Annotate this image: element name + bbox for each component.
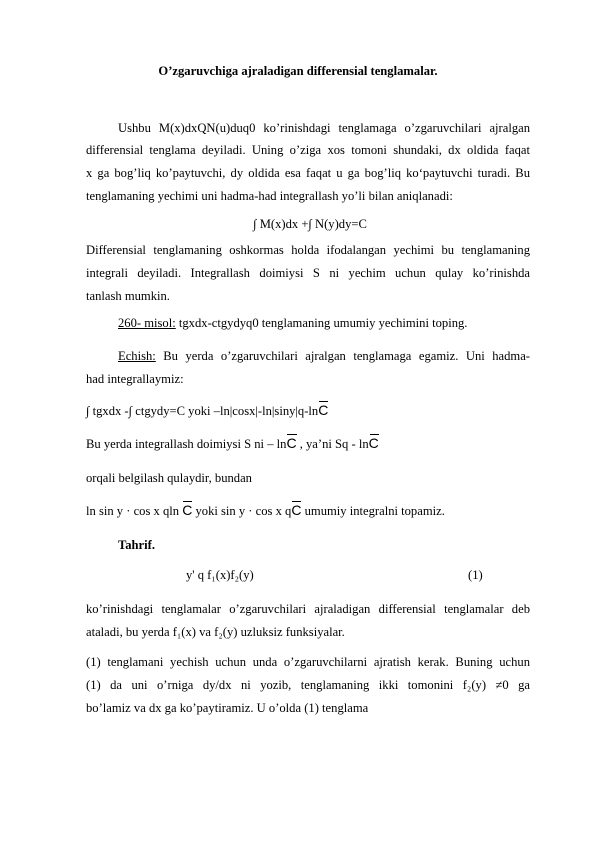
- result-text-c: umumiy integralni topamiz.: [301, 504, 445, 518]
- constant-text-a: Bu yerda integrallash doimiysi S ni – ln: [86, 437, 287, 451]
- general-line-2: integrali deyiladi. Integrallash doimiysi S ni yechim uchun qulay ko’rinishda: [86, 266, 530, 280]
- constant-symbol: C: [318, 402, 329, 418]
- integral-expression: ∫ tgxdx -∫ ctgydy=C yoki –ln|cosx|-ln|siny|q-ln: [86, 404, 319, 418]
- solution-label: Echish:: [118, 349, 156, 363]
- constant-line: [86, 436, 530, 452]
- orqali-line: orqali belgilash qulaydir, bundan: [86, 471, 252, 485]
- equation-1-number: (1): [468, 568, 483, 582]
- solution-line-2: had integrallaymiz:: [86, 372, 184, 386]
- document-title: O’zgaruvchiga ajraladigan differensial tenglamalar.: [158, 64, 438, 78]
- example-label: 260- misol:: [118, 316, 176, 330]
- method-line-3: bo’lamiz va dx ga ko’paytiramiz. U o’olda (1) tenglama: [86, 701, 369, 715]
- constant-symbol: C: [368, 435, 379, 451]
- solution-line-1: [118, 348, 530, 364]
- constant-symbol: C: [286, 435, 297, 451]
- intro-line-1: Ushbu M(x)dxQN(u)duq0 ko’rinishdagi tenglamaga o’zgaruvchilari ajralgan: [118, 121, 530, 135]
- result-text-a: ln sin y · cos x qln: [86, 504, 183, 518]
- solution-text: Bu yerda o’zgaruvchilari ajralgan tenglamaga egamiz. Uni hadma-: [155, 349, 530, 363]
- definition-line-1: ko’rinishdagi tenglamalar o’zgaruvchilari ajraladigan differensial tenglamalar deb: [86, 602, 530, 616]
- tahrif-heading: Tahrif.: [118, 538, 155, 552]
- example-text: tgxdx-ctgydyq0 tenglamaning umumiy yechimini toping.: [175, 316, 468, 330]
- equation-1: y' q f₁(x)f₂(y): [186, 568, 254, 582]
- result-text-b: yoki sin y · cos x q: [192, 504, 292, 518]
- intro-line-3: x ga bog’liq ko’paytuvchi, dy oldida esa faqat u ga bog’liq ko‘paytuvchi turadi. Bu: [86, 166, 530, 180]
- constant-symbol: C: [291, 502, 302, 518]
- constant-text-b: , ya’ni Sq - ln: [296, 437, 369, 451]
- method-line-2: (1) da uni o’rniga dy/dx ni yozib, tenglamaning ikki tomonini f₂(y) ≠0 ga: [86, 678, 530, 692]
- definition-line-2: ataladi, bu yerda f₁(x) va f₂(y) uzluksiz funksiyalar.: [86, 625, 345, 639]
- intro-line-4: tenglamaning yechimi uni hadma-had integrallash yo’li bilan aniqlanadi:: [86, 189, 453, 203]
- integral-line: [86, 403, 530, 419]
- general-line-1: Differensial tenglamaning oshkormas holda ifodalangan yechimi bu tenglamaning: [86, 243, 530, 257]
- result-line: [86, 503, 530, 519]
- intro-line-2: differensial tenglama deyiladi. Uning o’ziga xos tomoni shundaki, dx oldida faqat: [86, 143, 530, 157]
- general-line-3: tanlash mumkin.: [86, 289, 170, 303]
- integral-formula: ∫ M(x)dx +∫ N(y)dy=C: [253, 217, 367, 231]
- constant-symbol: C: [182, 502, 193, 518]
- example-line: [118, 315, 530, 331]
- method-line-1: (1) tenglamani yechish uchun unda o’zgaruvchilarni ajratish kerak. Buning uchun: [86, 655, 530, 669]
